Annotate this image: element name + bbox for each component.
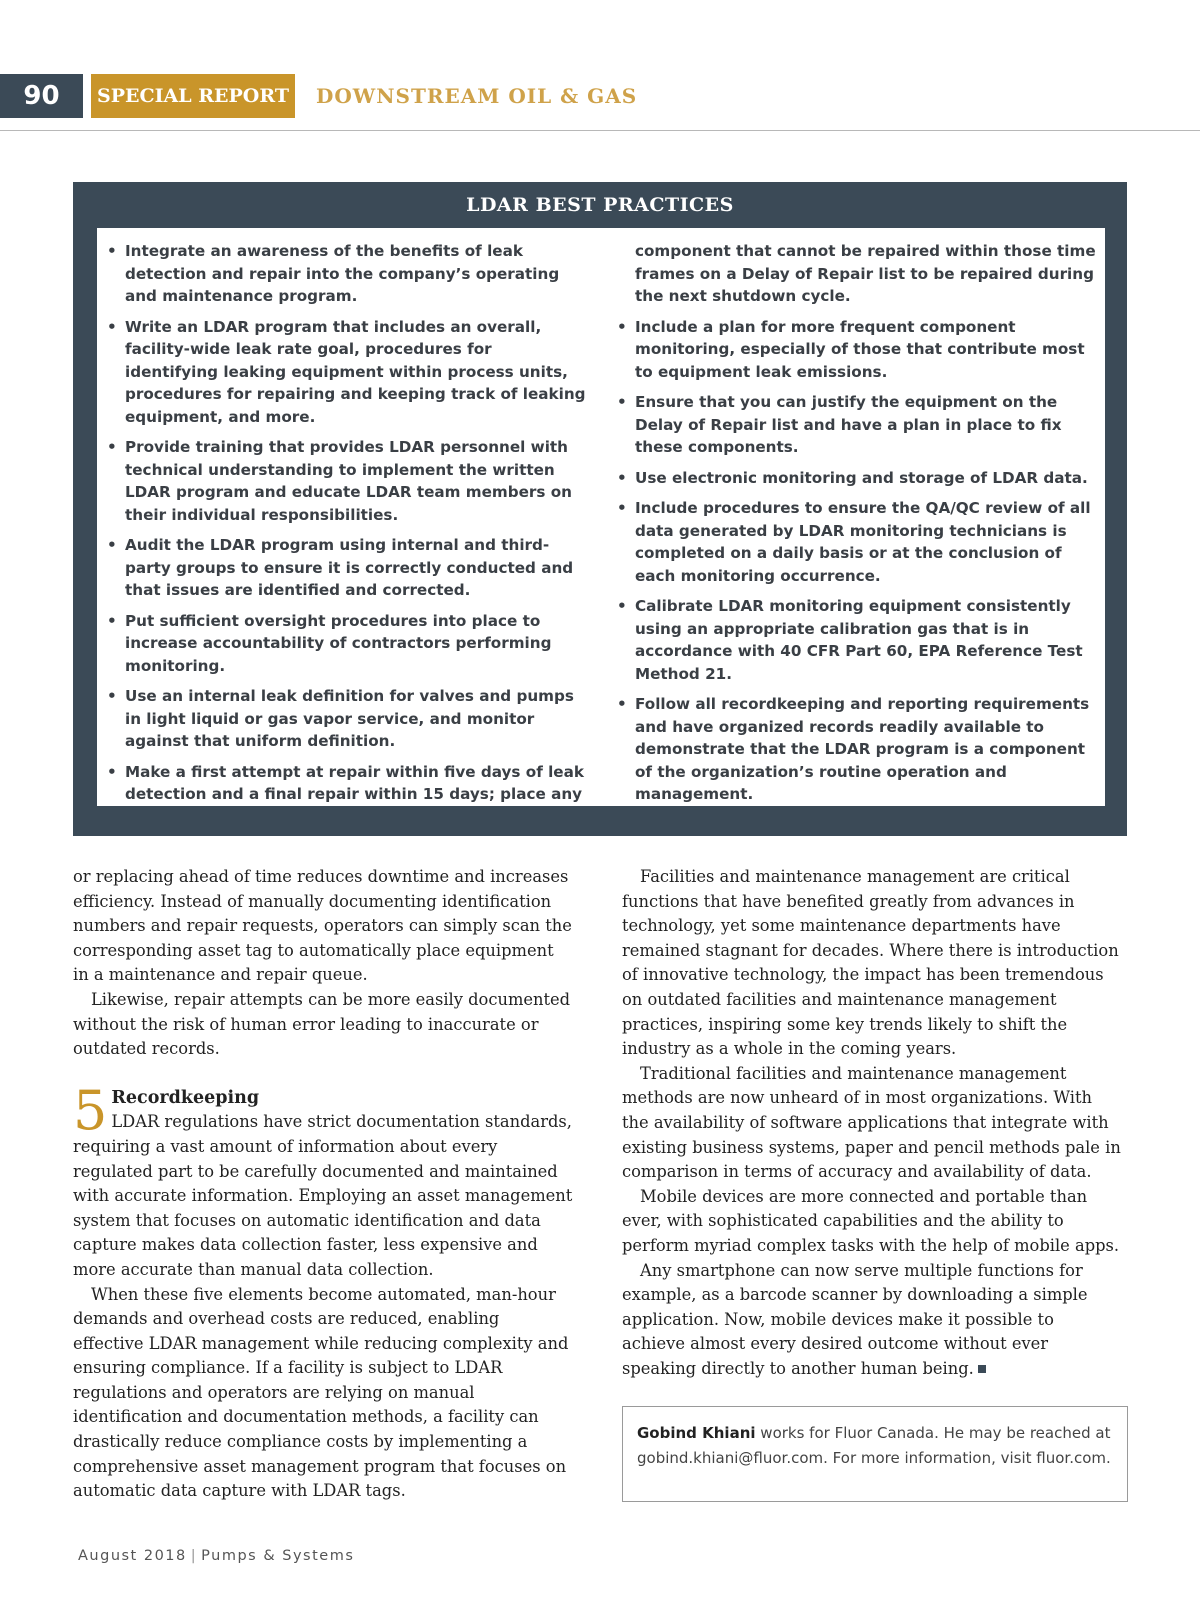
section-subhead: Recordkeeping — [111, 1087, 260, 1108]
footer-separator: | — [190, 1548, 198, 1564]
paragraph: Likewise, repair attempts can be more easily documented without the risk of human error leading to inaccurate or outdated records. — [73, 989, 571, 1059]
author-bio: works for Fluor Canada. He may be reached at gobind.khiani@fluor.com. For more information, visit fluor.com. — [637, 1424, 1111, 1467]
list-item: • Include a plan for more frequent component monitoring, especially of those that contribute most to equipment leak emissions. — [615, 316, 1097, 384]
recordkeeping-section — [73, 1078, 573, 1283]
body-column-right — [622, 865, 1122, 1381]
end-mark-icon — [978, 1365, 986, 1373]
footer-publication: Pumps & Systems — [201, 1548, 355, 1564]
sidebar-left-column — [105, 240, 587, 806]
page-number: 90 — [0, 74, 83, 118]
author-bio-box — [622, 1406, 1128, 1502]
paragraph — [622, 1259, 1122, 1382]
list-item: • Make a first attempt at repair within five days of leak detection and a final repair within 15 days; place any — [105, 761, 587, 806]
list-item: • Audit the LDAR program using internal and third-party groups to ensure it is correctly conducted and that issues are identified and corrected. — [105, 534, 587, 602]
author-name: Gobind Khiani — [637, 1424, 756, 1442]
list-item: • Use an internal leak definition for valves and pumps in light liquid or gas vapor service, and monitor against that uniform definition. — [105, 685, 587, 753]
list-item: • Follow all recordkeeping and reporting requirements and have organized records readily available to demonstrate that the LDAR program is a component of the organization’s routine operation and management. — [615, 693, 1097, 806]
section-title: DOWNSTREAM OIL & GAS — [316, 84, 638, 108]
list-item-continuation: component that cannot be repaired within those time frames on a Delay of Repair list to be repaired during the next shutdown cycle. — [635, 242, 1096, 305]
ldar-best-practices-box — [73, 182, 1127, 836]
footer-issue: August 2018 — [78, 1548, 187, 1564]
paragraph: When these five elements become automated, man-hour demands and overhead costs are reduced, enabling effective LDAR management while reducing complexity and ensuring compliance. If a facility is subject to LDAR regulations and operators are relying on manual identification and documentation methods, a facility can drastically reduce compliance costs by implementing a comprehensive asset management program that focuses on automatic data capture with LDAR tags. — [73, 1284, 569, 1501]
paragraph: Facilities and maintenance management are critical functions that have benefited greatly from advances in technology, yet some maintenance departments have remained stagnant for decades. Where there is introduction of innovative technology, the impact has been tremendous on outdated facilities and maintenance management practices, inspiring some key trends likely to shift the industry as a whole in the coming years. — [622, 867, 1119, 1059]
list-item: • Put sufficient oversight procedures into place to increase accountability of contractors performing monitoring. — [105, 610, 587, 678]
list-item: • Provide training that provides LDAR personnel with technical understanding to implement the written LDAR program and educate LDAR team members on their individual responsibilities. — [105, 436, 587, 526]
header-rule — [0, 130, 1200, 131]
paragraph: Traditional facilities and maintenance management methods are now unheard of in most organizations. With the availability of software applications that integrate with existing business systems, paper and pencil methods pale in comparison in terms of accuracy and availability of data. — [622, 1063, 1121, 1182]
list-item: • Ensure that you can justify the equipment on the Delay of Repair list and have a plan in place to fix these components. — [615, 391, 1097, 459]
list-item: • Calibrate LDAR monitoring equipment consistently using an appropriate calibration gas that is in accordance with 40 CFR Part 60, EPA Reference Test Method 21. — [615, 595, 1097, 685]
page-footer — [78, 1548, 354, 1564]
list-item: • Use electronic monitoring and storage of LDAR data. — [615, 467, 1097, 490]
drop-cap-number: 5 — [73, 1078, 108, 1142]
section-tag: SPECIAL REPORT — [91, 74, 295, 118]
sidebar-content — [97, 228, 1105, 806]
sidebar-title: LDAR BEST PRACTICES — [466, 194, 734, 216]
paragraph: or replacing ahead of time reduces downtime and increases efficiency. Instead of manually documenting identification numbers and repair requests, operators can simply scan the corresponding asset tag to automatically place equipment in a maintenance and repair queue. — [73, 867, 572, 985]
list-item: • Include procedures to ensure the QA/QC review of all data generated by LDAR monitoring technicians is completed on a daily basis or at the conclusion of each monitoring occurrence. — [615, 497, 1097, 587]
list-item: • Integrate an awareness of the benefits of leak detection and repair into the company’s operating and maintenance program. — [105, 240, 587, 308]
list-item: • Write an LDAR program that includes an overall, facility-wide leak rate goal, procedures for identifying leaking equipment within process units, procedures for repairing and keeping track of leaking equipment, and more. — [105, 316, 587, 429]
paragraph: LDAR regulations have strict documentation standards, requiring a vast amount of information about every regulated part to be carefully documented and maintained with accurate information. Employing an asset management system that focuses on automatic identification and data capture makes data collection faster, less expensive and more accurate than manual data collection. — [73, 1112, 573, 1279]
sidebar-right-column — [615, 240, 1097, 806]
paragraph-text: Any smartphone can now serve multiple functions for example, as a barcode scanner by downloading a simple application. Now, mobile devices make it possible to achieve almost every desired outcome without ever speaking directly to another human being. — [622, 1260, 1088, 1378]
paragraph: Mobile devices are more connected and portable than ever, with sophisticated capabilities and the ability to perform myriad complex tasks with the help of mobile apps. — [622, 1186, 1120, 1255]
body-column-left — [73, 865, 573, 1504]
